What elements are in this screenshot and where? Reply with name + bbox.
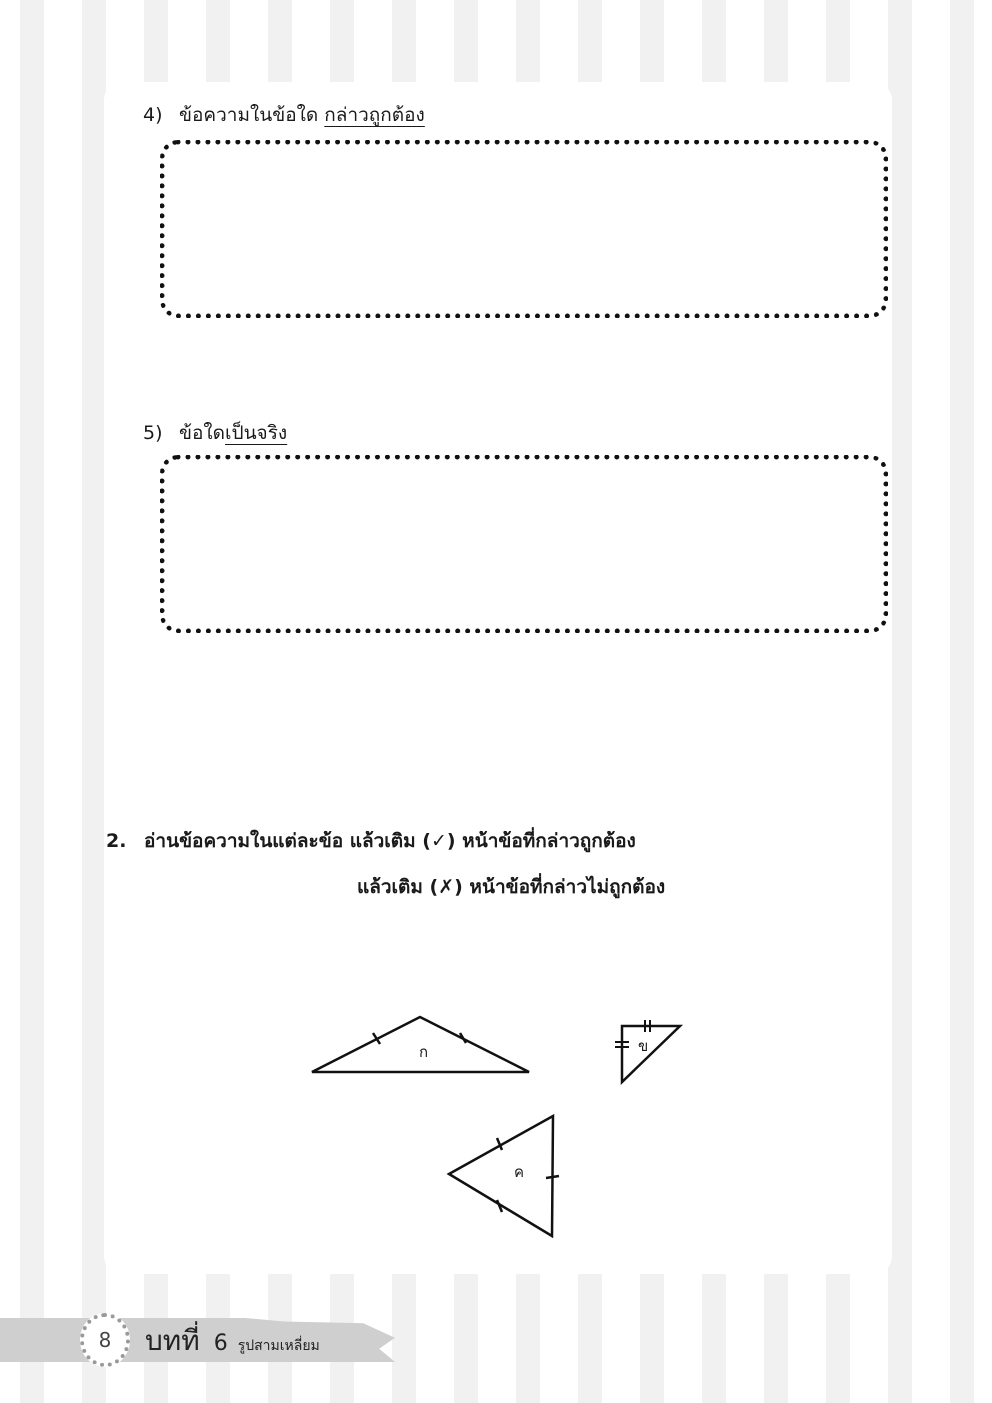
triangle-a-label: ก — [419, 1043, 429, 1061]
section-2-line-2: แล้วเติม (✗) หน้าข้อที่กล่าวไม่ถูกต้อง — [357, 876, 666, 898]
question-4-prompt-emphasis: กล่าวถูกต้อง — [324, 104, 425, 126]
chapter-number: 6 — [213, 1331, 228, 1356]
question-5-number: 5) — [143, 422, 163, 444]
question-4-statements-box — [160, 140, 888, 318]
question-5-heading — [143, 418, 287, 448]
question-5-statements-box — [160, 455, 888, 633]
triangle-b-figure — [610, 1018, 690, 1088]
chapter-title — [145, 1319, 320, 1363]
question-5-prompt-emphasis: เป็นจริง — [225, 422, 288, 444]
question-5-prompt: ข้อใด — [179, 422, 226, 444]
question-4-number: 4) — [143, 104, 163, 126]
section-2-line-1: อ่านข้อความในแต่ละข้อ แล้วเติม (✓) หน้าข้อที่กล่าวถูกต้อง — [144, 830, 636, 852]
chapter-name: รูปสามเหลี่ยม — [237, 1338, 320, 1354]
chapter-word: บทที่ — [145, 1324, 200, 1357]
triangle-b-label: ข — [638, 1037, 649, 1055]
triangle-c-label: ค — [514, 1163, 525, 1181]
triangle-c-figure — [440, 1108, 570, 1243]
section-2-number: 2. — [106, 830, 127, 852]
question-4-heading — [143, 100, 425, 130]
question-4-prompt: ข้อความในข้อใด — [179, 104, 325, 126]
page-number-badge — [80, 1313, 130, 1367]
page-number: 8 — [98, 1328, 112, 1352]
section-2-instruction — [106, 826, 636, 856]
